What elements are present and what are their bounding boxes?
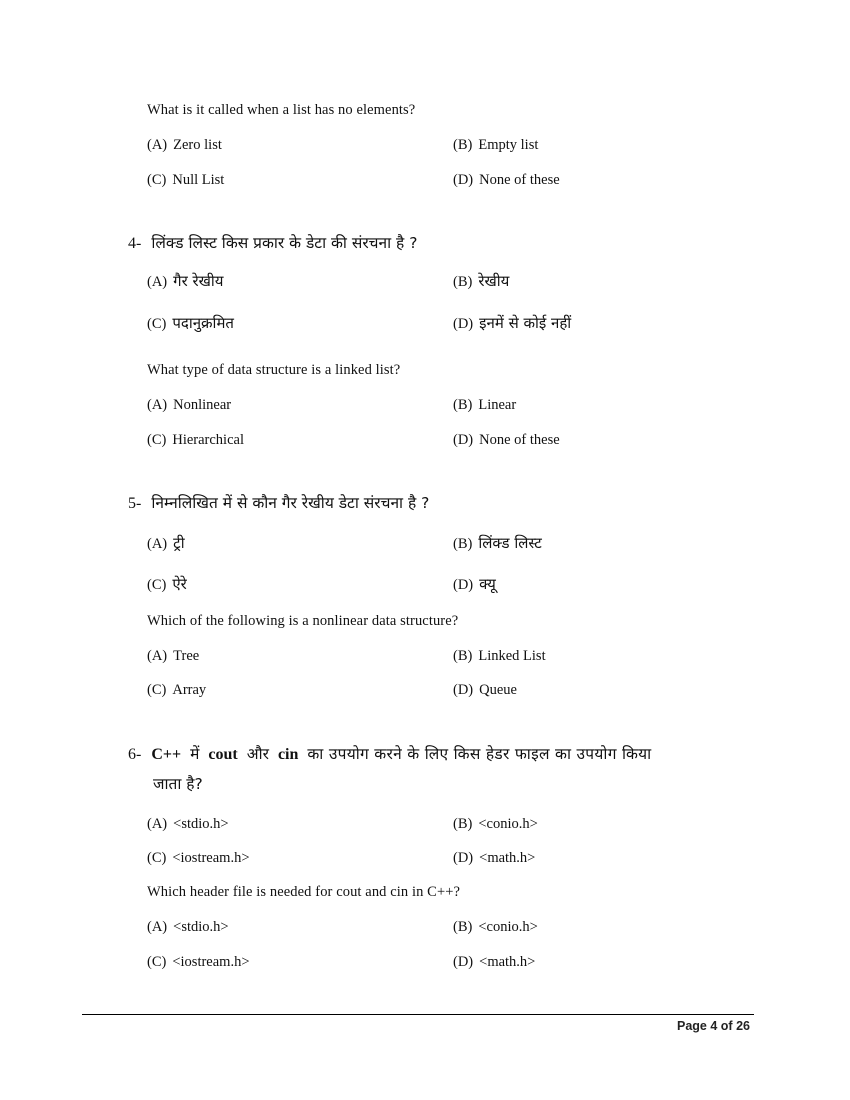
option-letter: (B) xyxy=(453,919,473,935)
option-text: <stdio.h> xyxy=(173,816,229,832)
option-letter: (D) xyxy=(453,172,474,188)
q3-en-option-c xyxy=(147,172,224,189)
hindi-word: में xyxy=(190,745,200,763)
question-text: लिंक्ड लिस्ट किस प्रकार के डेटा की संरचना है ? xyxy=(151,234,418,252)
q5-en-option-d xyxy=(453,682,517,699)
option-text: Nonlinear xyxy=(173,397,232,413)
question-text: निम्नलिखित में से कौन गैर रेखीय डेटा संरचना है ? xyxy=(151,494,430,512)
q3-en-option-d xyxy=(453,172,560,189)
option-letter: (D) xyxy=(453,954,474,970)
option-text: Tree xyxy=(173,648,200,664)
option-text: None of these xyxy=(479,432,560,448)
q3-en-option-a xyxy=(147,137,222,154)
option-letter: (D) xyxy=(453,850,474,866)
option-text: <iostream.h> xyxy=(172,954,250,970)
footer-divider xyxy=(82,1014,754,1015)
q6-hi-option-d xyxy=(453,850,535,867)
question-number: 5- xyxy=(128,495,142,512)
option-letter: (C) xyxy=(147,682,167,698)
option-letter: (B) xyxy=(453,816,473,832)
total-pages: 26 xyxy=(736,1019,750,1033)
option-letter: (C) xyxy=(147,172,167,188)
option-text: लिंक्ड लिस्ट xyxy=(478,534,542,552)
q4-hi-option-b xyxy=(453,271,509,291)
option-text: <iostream.h> xyxy=(172,850,250,866)
option-letter: (A) xyxy=(147,536,168,552)
option-letter: (A) xyxy=(147,648,168,664)
q5-english-question: Which of the following is a nonlinear data structure? xyxy=(147,613,459,629)
option-text: ऐरे xyxy=(172,575,187,593)
q3-en-option-b xyxy=(453,137,538,154)
q4-en-option-a xyxy=(147,397,231,414)
option-letter: (A) xyxy=(147,137,168,153)
q6-en-option-a xyxy=(147,919,229,936)
option-text: <conio.h> xyxy=(478,919,538,935)
cin-keyword: cin xyxy=(277,746,299,763)
q5-en-option-a xyxy=(147,648,199,665)
q4-en-option-c xyxy=(147,432,244,449)
q4-english-question: What type of data structure is a linked list? xyxy=(147,362,401,378)
option-letter: (D) xyxy=(453,316,474,332)
option-text: <math.h> xyxy=(479,850,536,866)
q5-hi-option-c xyxy=(147,574,187,594)
hindi-text: का उपयोग करने के लिए किस हेडर फाइल का उपयोग किया xyxy=(307,745,652,763)
option-text: <stdio.h> xyxy=(173,919,229,935)
option-text: Linear xyxy=(478,397,517,413)
option-letter: (A) xyxy=(147,816,168,832)
option-letter: (C) xyxy=(147,316,167,332)
question-number: 6- xyxy=(128,746,142,763)
q3-english-question: What is it called when a list has no elements? xyxy=(147,102,416,118)
q6-hi-option-b xyxy=(453,816,538,833)
q4-hi-option-c xyxy=(147,313,234,333)
page-label: Page xyxy=(676,1019,707,1033)
option-letter: (A) xyxy=(147,397,168,413)
q6-english-question: Which header file is needed for cout and cin in C++? xyxy=(147,884,461,900)
q6-hi-option-c xyxy=(147,850,250,867)
option-text: पदानुक्रमित xyxy=(172,314,234,332)
cout-keyword: cout xyxy=(208,746,238,763)
option-text: Empty list xyxy=(478,137,539,153)
option-text: Zero list xyxy=(173,137,222,153)
option-letter: (B) xyxy=(453,274,473,290)
q6-en-option-c xyxy=(147,954,250,971)
option-letter: (D) xyxy=(453,432,474,448)
q5-hi-option-a xyxy=(147,533,185,553)
option-text: Linked List xyxy=(478,648,546,664)
option-text: None of these xyxy=(479,172,560,188)
option-letter: (D) xyxy=(453,577,474,593)
q5-en-option-b xyxy=(453,648,546,665)
option-letter: (C) xyxy=(147,432,167,448)
q5-hi-option-d xyxy=(453,574,496,594)
q6-en-option-d xyxy=(453,954,535,971)
of-label: of xyxy=(720,1019,733,1033)
q4-en-option-d xyxy=(453,432,560,449)
q6-hindi-question-line2: जाता है? xyxy=(153,775,203,793)
option-text: क्यू xyxy=(479,575,496,593)
hindi-word: और xyxy=(246,745,269,763)
q4-hi-option-d xyxy=(453,313,571,333)
option-letter: (A) xyxy=(147,919,168,935)
q6-en-option-b xyxy=(453,919,538,936)
option-text: Array xyxy=(172,682,207,698)
option-letter: (A) xyxy=(147,274,168,290)
q5-hindi-question xyxy=(128,491,429,513)
question-number: 4- xyxy=(128,235,142,252)
current-page-number: 4 xyxy=(710,1019,718,1033)
option-text: ट्री xyxy=(173,534,185,552)
option-text: इनमें से कोई नहीं xyxy=(479,314,572,332)
q6-hindi-question-line1 xyxy=(128,742,651,764)
option-letter: (C) xyxy=(147,577,167,593)
option-text: रेखीय xyxy=(478,272,510,290)
cpp-keyword: C++ xyxy=(151,746,182,763)
q5-en-option-c xyxy=(147,682,206,699)
option-text: Queue xyxy=(479,682,517,698)
option-text: <math.h> xyxy=(479,954,536,970)
page-number-footer xyxy=(677,1019,750,1033)
option-text: Null List xyxy=(172,172,225,188)
option-letter: (B) xyxy=(453,137,473,153)
option-letter: (C) xyxy=(147,954,167,970)
option-text: Hierarchical xyxy=(172,432,244,448)
option-letter: (B) xyxy=(453,648,473,664)
q4-hindi-question xyxy=(128,231,417,253)
q5-hi-option-b xyxy=(453,533,542,553)
q4-en-option-b xyxy=(453,397,516,414)
option-text: गैर रेखीय xyxy=(173,272,224,290)
option-text: <conio.h> xyxy=(478,816,538,832)
q4-hi-option-a xyxy=(147,271,223,291)
option-letter: (B) xyxy=(453,536,473,552)
q6-hi-option-a xyxy=(147,816,229,833)
option-letter: (B) xyxy=(453,397,473,413)
option-letter: (D) xyxy=(453,682,474,698)
option-letter: (C) xyxy=(147,850,167,866)
